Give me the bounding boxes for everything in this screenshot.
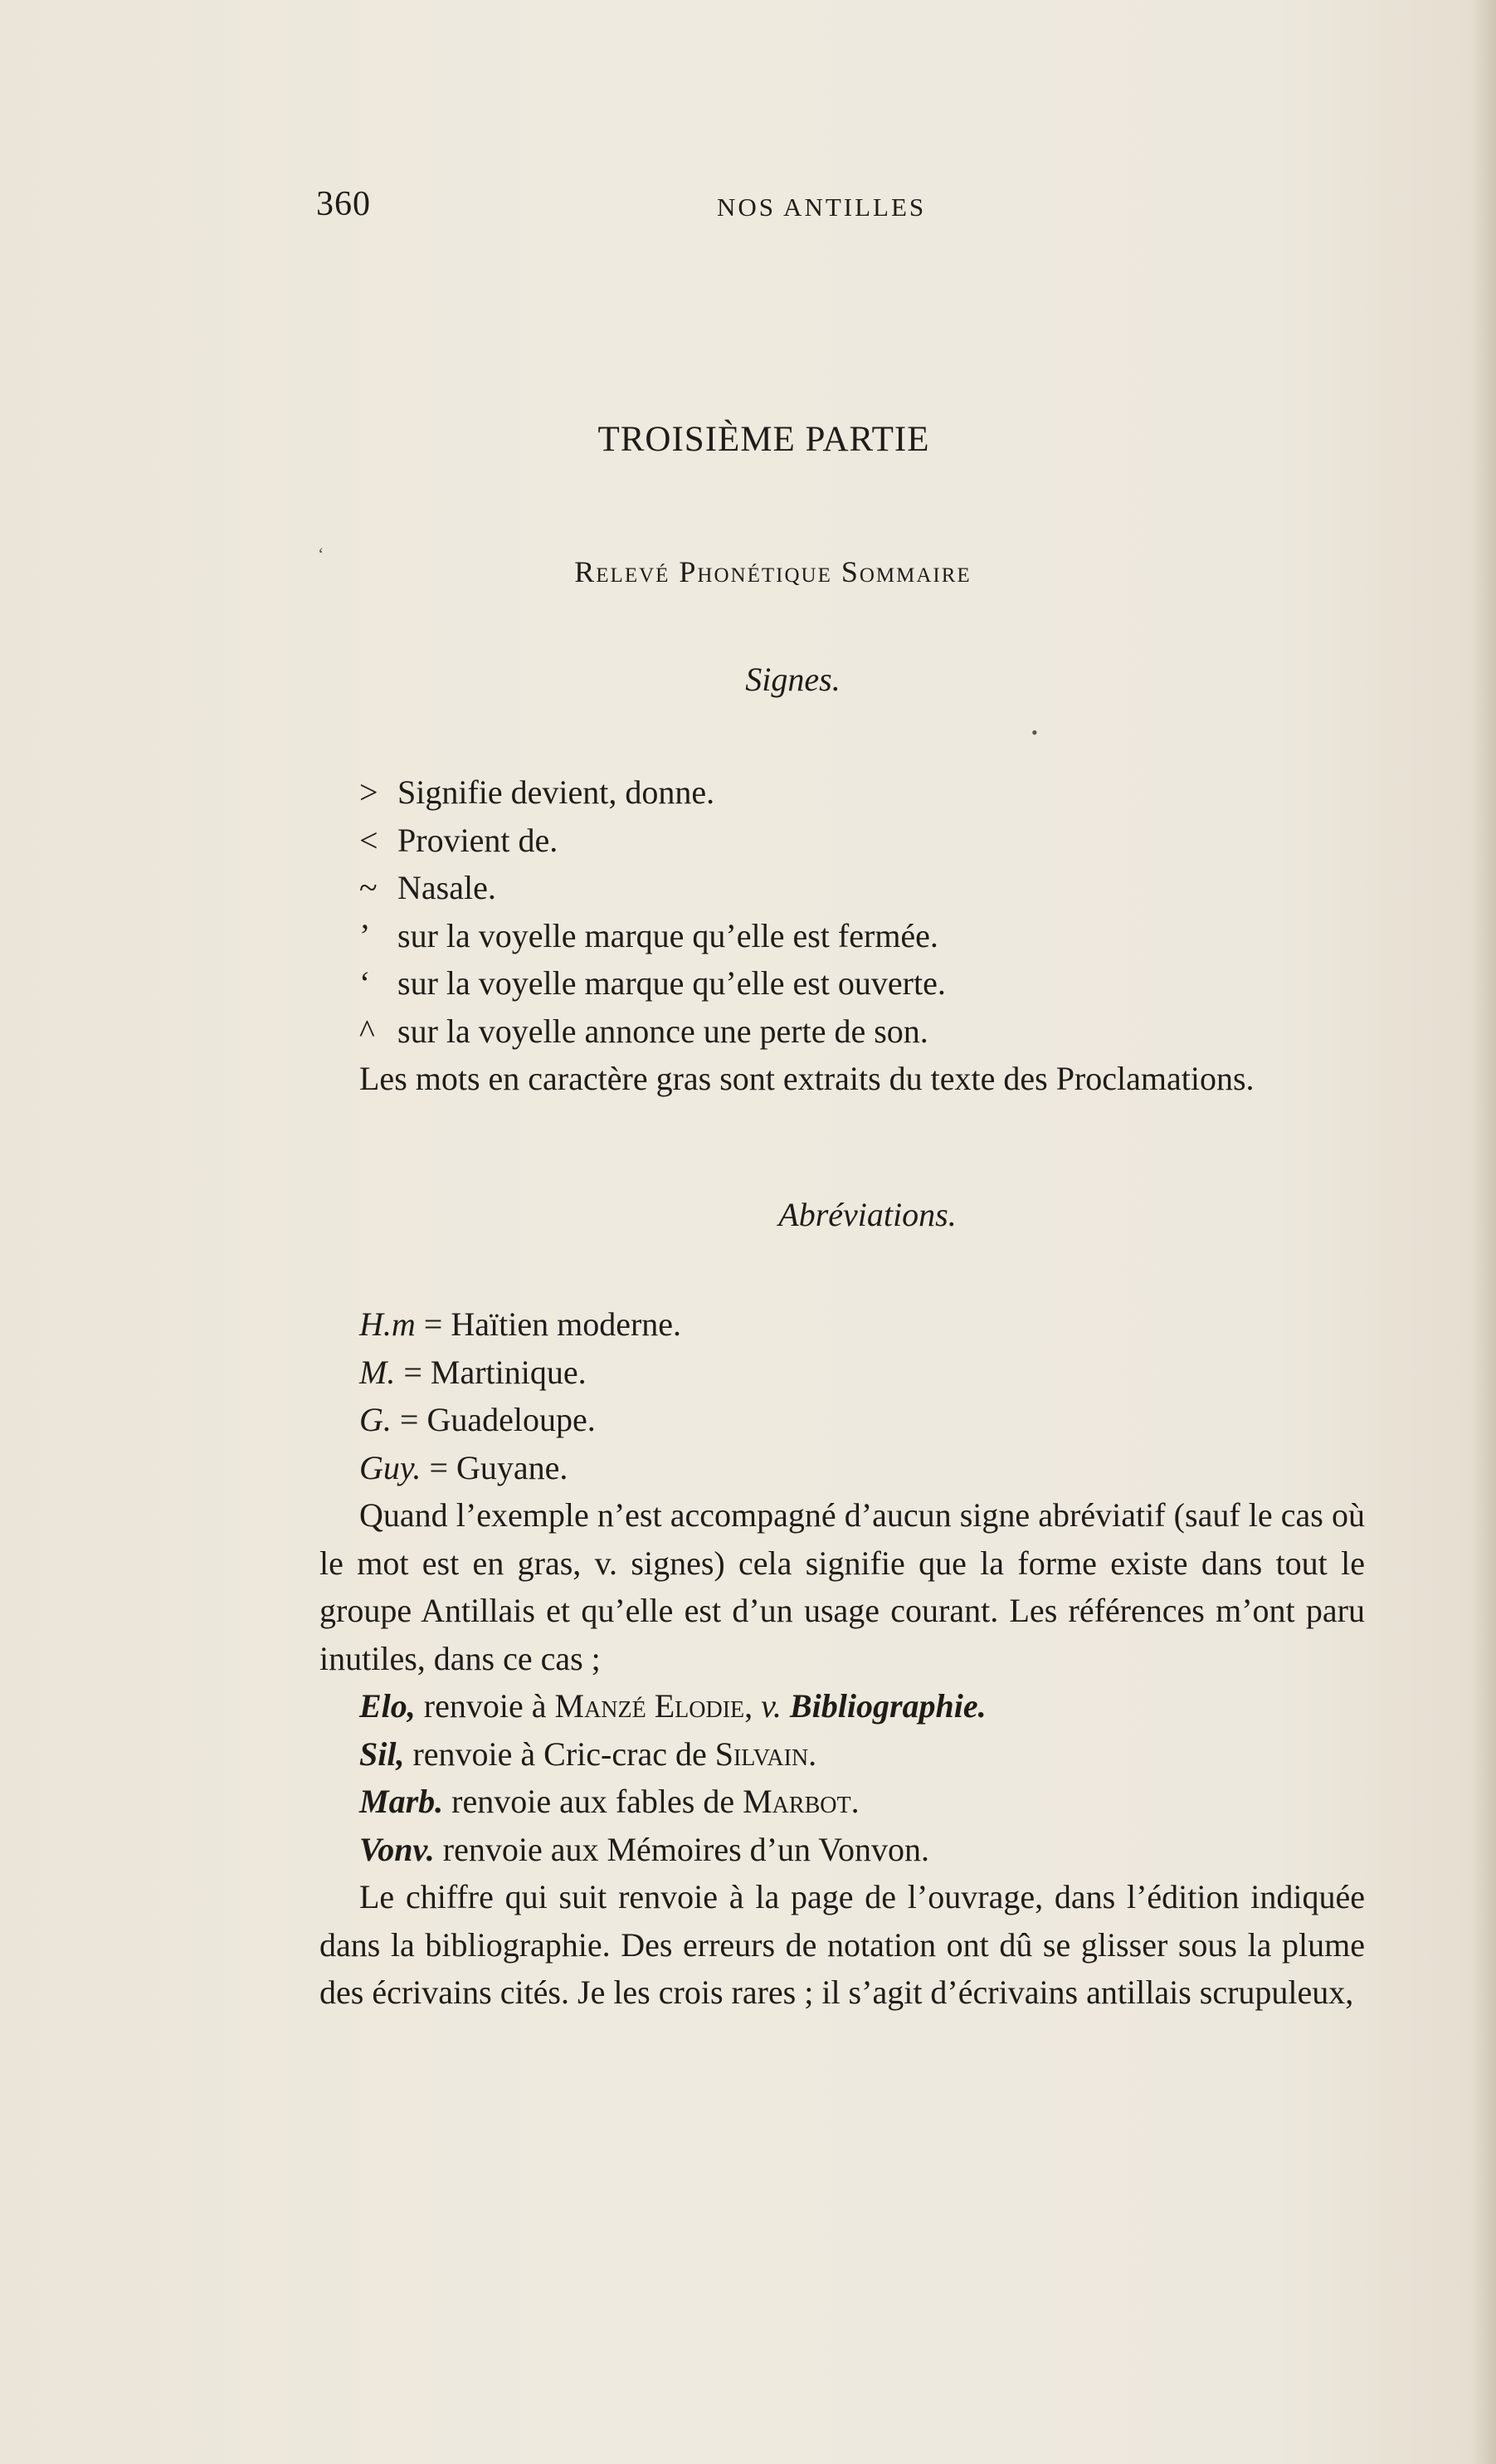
reference-item (319, 1778, 1365, 1826)
reference-text: renvoie à Cric-crac de (412, 1735, 707, 1773)
sign-text: Provient de. (397, 821, 558, 859)
reference-item (319, 1730, 1365, 1778)
acute-accent-symbol: ’ (359, 916, 371, 954)
reference-name: Manzé Elodie, (554, 1687, 753, 1725)
sign-item (359, 817, 1405, 865)
stray-mark: ‘ (318, 544, 324, 564)
running-title: NOS ANTILLES (717, 193, 927, 222)
abbreviation-value: Haïtien moderne. (451, 1305, 682, 1343)
abbreviation-value: Guadeloupe. (426, 1401, 596, 1438)
page-edge-shadow (1471, 0, 1496, 2464)
abbreviations-block (319, 1300, 1365, 2017)
reference-name: Marbot. (743, 1783, 860, 1820)
abbreviation-item: H.m = Haïtien moderne. (359, 1305, 682, 1343)
signs-note: Les mots en caractère gras sont extraits du texte des Proclamations. (359, 1060, 1255, 1097)
reference-name: Silvain. (714, 1735, 817, 1773)
sign-text: Nasale. (397, 869, 496, 906)
sign-text: sur la voyelle annonce une perte de son. (397, 1012, 928, 1050)
abbreviation-key: M. (359, 1353, 396, 1391)
reference-abbr: Marb. (359, 1783, 444, 1820)
part-title: TROISIÈME PARTIE (597, 420, 930, 459)
sign-text: Signifie devient, donne. (397, 773, 715, 811)
page-number: 360 (316, 185, 371, 223)
sign-item (359, 959, 1405, 1008)
reference-item (319, 1682, 1365, 1730)
abbreviation-item: G. = Guadeloupe. (359, 1401, 596, 1438)
sign-text: sur la voyelle marque qu’elle est fermée. (397, 916, 938, 954)
abbreviation-item: Guy. = Guyane. (359, 1448, 568, 1486)
greater-than-symbol: > (359, 773, 378, 811)
reference-text: renvoie aux fables de (451, 1783, 735, 1820)
stray-dot: • (1031, 722, 1038, 743)
running-head (316, 184, 1362, 234)
sign-item (359, 768, 1405, 817)
sign-item (359, 912, 1405, 960)
reference-tail: Bibliographie. (789, 1687, 987, 1725)
section-title: Relevé Phonétique Sommaire (574, 555, 972, 588)
abbreviation-value: Martinique. (430, 1353, 587, 1391)
circumflex-symbol: ^ (359, 1012, 375, 1050)
closing-paragraph: Le chiffre qui suit renvoie à la page de l’ouvrage, dans l’édition indiquée dans la bibliographie. Des erreurs de notation ont dû se glisser sous la plume des écrivains cités. Je les crois rares ; il s’agit d’écrivains antillais scrupuleux, (319, 1878, 1365, 2011)
signs-list (359, 768, 1405, 1055)
less-than-symbol: < (359, 821, 378, 859)
abbreviation-value: Guyane. (456, 1448, 568, 1486)
reference-text: renvoie à (423, 1687, 547, 1725)
signs-heading: Signes. (745, 661, 841, 698)
sign-text: sur la voyelle marque qu’elle est ouverte. (397, 964, 946, 1002)
reference-text: renvoie aux Mémoires d’un Vonvon. (442, 1830, 929, 1868)
sign-item (359, 864, 1405, 912)
reference-abbr: Vonv. (359, 1830, 435, 1868)
sign-item (359, 1008, 1405, 1056)
abbreviations-heading: Abréviations. (778, 1196, 957, 1233)
reference-item (319, 1826, 1365, 1874)
abbreviation-key: G. (359, 1401, 392, 1438)
abbreviation-key: H.m (359, 1305, 416, 1343)
abbreviations-paragraph: Quand l’exemple n’est accompagné d’aucun signe abréviatif (sauf le cas où le mot est en gras, v. signes) cela signifie que la forme existe dans tout le groupe Antillais et qu’elle est d’un usage courant. Les références m’ont paru inutiles, dans ce cas ; (319, 1496, 1365, 1677)
abbreviation-item: M. = Martinique. (359, 1353, 587, 1391)
reference-abbr: Sil, (359, 1735, 405, 1773)
reference-abbr: Elo, (359, 1687, 416, 1725)
grave-accent-symbol: ‘ (359, 964, 371, 1002)
reference-text-b: v. (761, 1687, 782, 1725)
abbreviation-key: Guy. (359, 1448, 422, 1486)
tilde-symbol: ~ (359, 869, 378, 906)
